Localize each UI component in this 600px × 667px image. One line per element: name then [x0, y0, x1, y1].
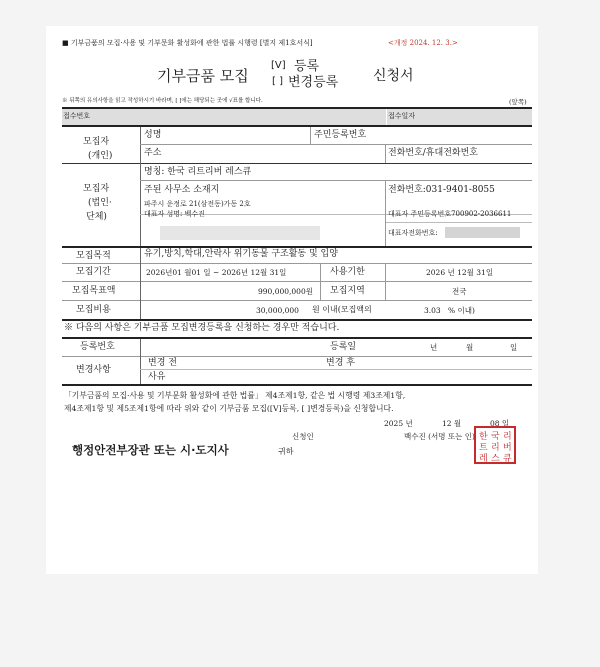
rep-name: 대표자 성명: 백수진: [144, 210, 205, 218]
cell-divider: [310, 127, 311, 144]
title-suffix: 신청서: [373, 68, 414, 84]
declaration-line-2: 제4조제1항 및 제5조제1항에 따라 위와 같이 기부금품 모집([V]등록, [ ]변경등록)을 신청합니다.: [64, 404, 394, 413]
register-checkbox[interactable]: [V]: [271, 60, 286, 71]
stamp-char: 큐: [503, 454, 512, 464]
purpose-value: 유기,방치,학대,안락사 위기동물 구조활동 및 입양: [144, 249, 338, 259]
period-label: 모집기간: [76, 267, 111, 277]
redacted-phone: [445, 227, 520, 238]
stamp-char: 국: [491, 432, 500, 442]
row-line: [140, 369, 532, 370]
section-border: [62, 319, 532, 321]
cell-divider: [385, 144, 386, 163]
before-label: 변경 전: [148, 358, 177, 368]
revision-note: <개정 2024. 12. 3.>: [388, 39, 458, 47]
rrn-label: 주민등록번호: [314, 130, 367, 140]
change-checkbox[interactable]: [ ]: [272, 76, 283, 87]
row-line: [62, 281, 532, 282]
instruction-note: ※ 뒤쪽의 유의사항을 읽고 작성하시기 바라며, [ ]에는 해당되는 곳에 √표를 합니다.: [62, 98, 263, 104]
applicant-individual-sub: (개인): [88, 151, 113, 161]
row-line: [385, 222, 532, 223]
row-line: [62, 300, 532, 301]
stamp-char: 한: [479, 432, 488, 442]
cell-divider: [385, 180, 386, 246]
row-line: [62, 263, 532, 264]
period-value: 2026년01 월01 일 ~ 2026년 12월 31일: [146, 268, 287, 277]
purpose-label: 모집목적: [76, 251, 111, 261]
applicant-corp-label: 모집자: [83, 184, 110, 194]
section-border: [62, 337, 532, 339]
applicant-individual-label: 모집자: [83, 137, 110, 147]
change-label: 변경등록: [288, 75, 339, 90]
receipt-divider: [386, 109, 387, 125]
reg-no-label: 등록번호: [80, 342, 115, 352]
target-label: 모집목표액: [72, 286, 116, 296]
deadline-label: 사용기한: [330, 267, 365, 277]
register-label: 등록: [294, 59, 320, 74]
region-label: 모집지역: [330, 286, 365, 296]
office-label: 주된 사무소 소재지: [144, 185, 220, 195]
stamp-char: 리: [503, 432, 512, 442]
target-value: 990,000,000원: [258, 287, 313, 296]
stamp-char: 레: [479, 454, 488, 464]
section-divider-3: [140, 248, 141, 319]
receipt-number-label: 접수번호: [63, 112, 91, 120]
cost-unit: 원 이내(모집액의: [312, 305, 372, 314]
reason-label: 사유: [148, 372, 166, 382]
section-border: [62, 384, 532, 386]
receipt-date-label: 접수일자: [388, 112, 416, 120]
phone-label: 전화번호/휴대전화번호: [388, 148, 478, 158]
row-line: [140, 144, 532, 145]
recipient-name: 행정안전부장관 또는 시·도지사: [72, 443, 229, 457]
reg-date-day: 일: [510, 343, 518, 352]
section-divider-1: [140, 127, 141, 163]
receipt-row: [62, 109, 532, 125]
section-border: [62, 163, 532, 164]
name-label: 성명: [144, 130, 162, 140]
declaration-year: 2025 년: [384, 419, 413, 428]
declaration-day: 08 일: [490, 419, 510, 428]
deadline-value: 2026 년 12월 31일: [426, 268, 494, 277]
corp-phone: 전화번호:031-9401-8055: [388, 185, 495, 195]
form-title: 기부금품 모집: [157, 67, 249, 85]
row-line: [140, 180, 532, 181]
stamp-char: 트: [479, 443, 488, 453]
region-value: 전국: [452, 287, 467, 296]
cell-divider: [140, 339, 141, 356]
page-side-note: (앞쪽): [509, 98, 527, 106]
signer-label: 신청인: [292, 432, 314, 441]
change-note: ※ 다음의 사항은 기부금품 모집변경등록을 신청하는 경우만 적습니다.: [64, 323, 340, 333]
section-divider-2: [140, 163, 141, 246]
reg-date-year: 년: [430, 343, 438, 352]
rep-phone: 대표자전화번호:: [388, 229, 438, 237]
seal-stamp: [474, 426, 516, 464]
rep-rrn: 대표자 주민등록번호700902-2036611: [388, 210, 512, 218]
row-line: [62, 356, 532, 357]
applicant-corp-sub2: 단체): [86, 212, 107, 222]
declaration-month: 12 월: [442, 419, 462, 428]
cell-divider: [320, 263, 321, 300]
section-border: [62, 246, 532, 248]
form-reference: ■ 기부금품의 모집·사용 및 기부문화 활성화에 관한 법률 시행령 [별지 제1호서식]: [62, 39, 313, 47]
recipient-suffix: 귀하: [278, 447, 294, 456]
applicant-corp-sub1: (법인·: [88, 198, 112, 208]
cost-label: 모집비용: [76, 305, 111, 315]
corp-name: 명칭: 한국 리트리버 레스큐: [144, 167, 252, 177]
signer-name[interactable]: 백수진 (서명 또는 인): [404, 432, 475, 441]
cell-divider: [385, 263, 386, 300]
stamp-char: 버: [503, 443, 512, 453]
receipt-bottom-border: [62, 125, 532, 127]
reg-date-month: 월: [466, 343, 474, 352]
cost-percent: 3.03: [424, 306, 441, 315]
reg-date-label: 등록일: [330, 342, 357, 352]
cost-value: 30,000,000: [256, 306, 299, 315]
office-address: 파주시 운정로 21(삼전동)가동 2호: [144, 200, 251, 208]
stamp-char: 리: [491, 443, 500, 453]
cost-percent-unit: % 이내): [448, 306, 475, 315]
declaration-line-1: 「기부금품의 모집·사용 및 기부문화 활성화에 관한 법률」 제4조제1항, 같은 법 시행령 제3조제1항,: [64, 391, 406, 400]
address-label: 주소: [144, 148, 162, 158]
after-label: 변경 후: [326, 358, 355, 368]
redacted-area: [160, 226, 320, 240]
stamp-char: 스: [491, 454, 500, 464]
cell-divider: [140, 356, 141, 384]
change-matters-label: 변경사항: [76, 365, 111, 375]
